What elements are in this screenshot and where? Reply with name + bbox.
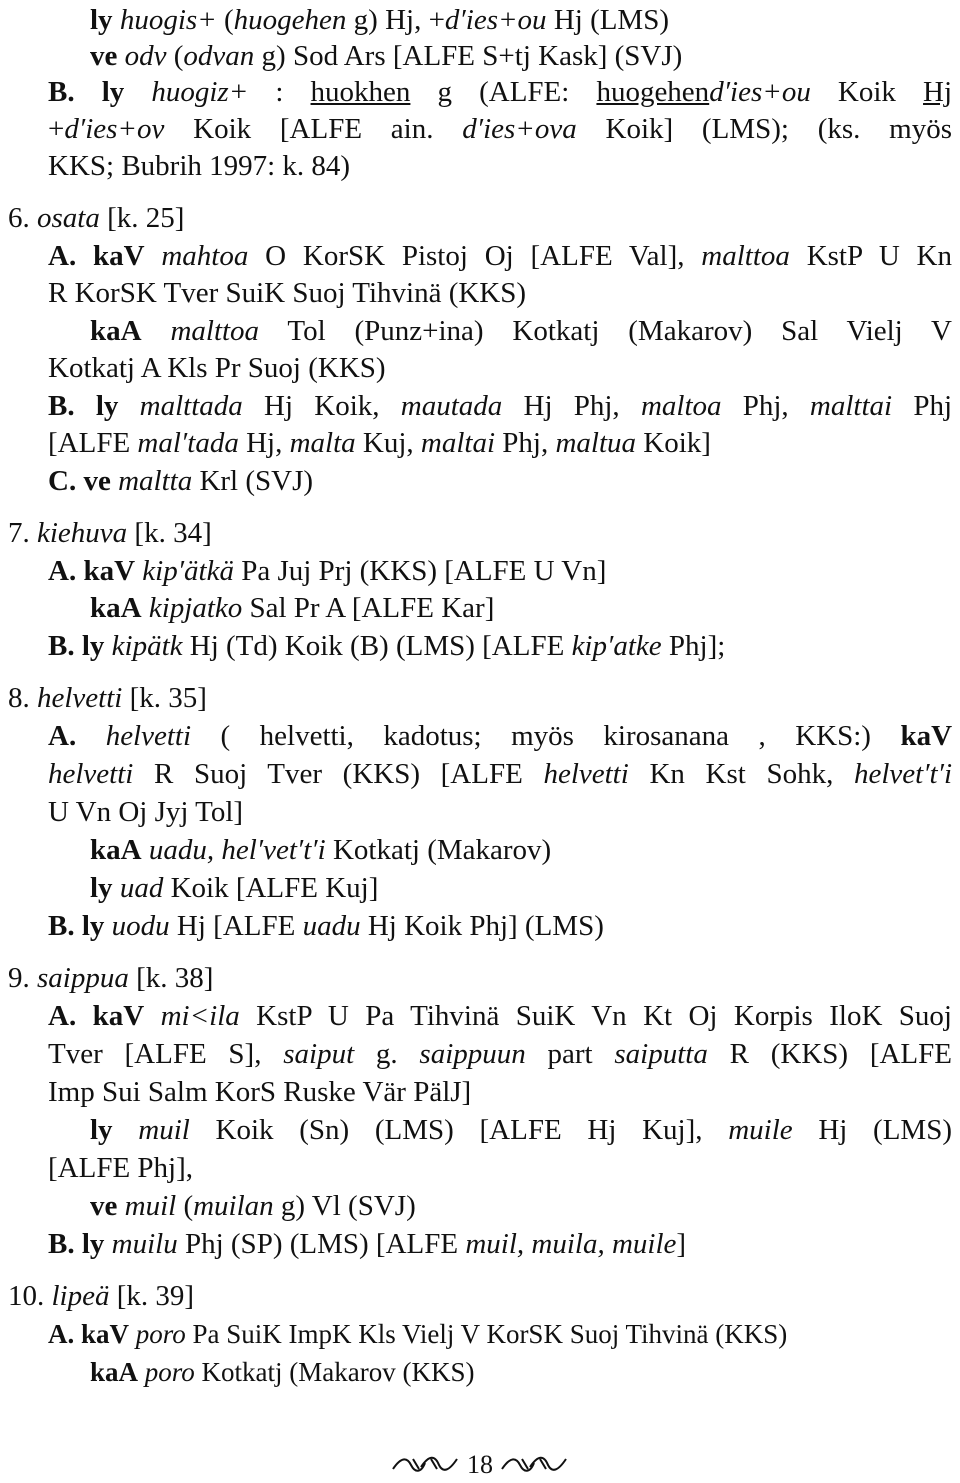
text-line [48, 111, 952, 147]
label-abbrev: B. ly [48, 390, 119, 422]
text-run: part [525, 1038, 615, 1070]
word-form: saiputta [614, 1038, 708, 1070]
label-abbrev: A. kaV [48, 1319, 130, 1349]
text-run: 8. [8, 682, 37, 714]
word-form: helvetti [37, 682, 123, 714]
word-form: lipeä [51, 1280, 110, 1312]
text-run [117, 40, 124, 72]
text-run: [k. 35] [122, 682, 207, 714]
text-run [142, 315, 171, 347]
text-line [90, 590, 952, 626]
text-run: [k. 38] [128, 962, 214, 994]
text-run [144, 1000, 160, 1032]
text-run [113, 4, 120, 36]
text-run: ( helvetti, kadotus; myös kirosanana , KKS:) [191, 720, 901, 752]
label-abbrev: ly [90, 4, 113, 36]
label-abbrev: ve [90, 1190, 118, 1222]
word-form: uadu, hel′vet′t′i [148, 834, 326, 866]
text-run: ( [216, 4, 234, 36]
word-form: mahtoa [161, 240, 249, 272]
word-form: odvan [183, 40, 255, 72]
text-run [117, 1190, 124, 1222]
text-run: : [248, 76, 311, 108]
text-run: Koik [ALFE Kuj] [163, 872, 379, 904]
text-run: Pa Juj Prj (KKS) [ALFE U Vn] [233, 555, 607, 587]
text-run: g. [354, 1038, 420, 1070]
right-ornament-icon [500, 1452, 570, 1482]
text-run [118, 390, 139, 422]
text-run: Imp Sui Salm KorS Ruske Vär PälJ] [48, 1076, 472, 1108]
label-abbrev: A. kaV [48, 1000, 145, 1032]
text-line [48, 553, 952, 589]
text-line [48, 794, 952, 830]
word-form: malttoa [170, 315, 260, 347]
word-form: helvetti [543, 758, 629, 790]
text-line [48, 275, 952, 311]
entry-heading [8, 1278, 952, 1314]
label-abbrev: B. ly [48, 76, 125, 108]
word-form: muilan [193, 1190, 274, 1222]
word-form: muile [728, 1114, 793, 1146]
text-run: Koik [810, 76, 924, 108]
text-run: Koik] (LMS); (ks. myös [576, 113, 952, 145]
text-run [142, 592, 149, 624]
text-run: Kotkatj (Makarov (KKS) [194, 1357, 475, 1387]
text-line [48, 756, 952, 792]
text-run: Kn Kst Sohk, [628, 758, 854, 790]
text-run: Hj (LMS) [546, 4, 670, 36]
word-form: mautada [400, 390, 503, 422]
text-run [138, 1357, 145, 1387]
text-run: Phj, [721, 390, 810, 422]
label-abbrev: kaA [90, 1357, 139, 1387]
label-abbrev: kaA [90, 315, 142, 347]
text-run: [k. 25] [99, 202, 185, 234]
label-abbrev: kaA [90, 834, 142, 866]
label-abbrev: ly [90, 1114, 113, 1146]
word-form: maltoa [640, 390, 722, 422]
label-abbrev: ly [90, 872, 113, 904]
text-line [48, 1226, 952, 1262]
text-run: R (KKS) [ALFE [707, 1038, 952, 1070]
word-form: huogiz+ [151, 76, 249, 108]
word-form: kipätk [111, 630, 183, 662]
word-form: kip′ätkä [142, 555, 234, 587]
text-line [90, 1112, 952, 1148]
word-form: odv [124, 40, 167, 72]
label-abbrev: A. kaV [48, 555, 136, 587]
text-line [48, 350, 952, 386]
text-line [90, 1188, 952, 1224]
text-run: 10. [8, 1280, 52, 1312]
word-form: kip′atke [571, 630, 662, 662]
word-form: uadu [302, 910, 361, 942]
text-run: huokhen [310, 76, 411, 108]
entry-heading [8, 200, 952, 236]
label-abbrev: kaA [90, 592, 142, 624]
text-run: Hj (LMS) [792, 1114, 952, 1146]
text-run: 6. [8, 202, 37, 234]
word-form: saippua [37, 962, 129, 994]
word-form: kiehuva [37, 517, 128, 549]
text-line [90, 832, 952, 868]
word-form: helvetti [105, 720, 192, 752]
label-abbrev: C. ve [48, 465, 111, 497]
text-line [48, 1074, 952, 1110]
text-run [76, 720, 105, 752]
text-run [104, 1228, 111, 1260]
text-line [48, 908, 952, 944]
text-run [145, 240, 162, 272]
word-form: huogis+ [119, 4, 217, 36]
word-form: maltua [555, 427, 637, 459]
text-run: KstP U Pa Tihvinä SuiK Vn Kt Oj Korpis IloK Suoj [239, 1000, 952, 1032]
text-line [48, 1036, 952, 1072]
word-form: kipjatko [148, 592, 243, 624]
word-form: uodu [111, 910, 170, 942]
word-form: muil [124, 1190, 177, 1222]
text-run: [ALFE Phj], [48, 1152, 193, 1184]
text-run: Hj [ALFE [169, 910, 303, 942]
entry-heading [8, 960, 952, 996]
text-line [48, 463, 952, 499]
text-run: Phj, [495, 427, 556, 459]
text-run: g (ALFE: [410, 76, 597, 108]
text-run: [k. 39] [109, 1280, 195, 1312]
text-run: g) Hj, + [346, 4, 445, 36]
text-line [48, 1150, 952, 1186]
word-form: d′ies+ou [444, 4, 547, 36]
text-line [48, 74, 952, 110]
text-line [48, 1316, 952, 1352]
text-line [90, 313, 952, 349]
text-run: KstP U Kn [789, 240, 952, 272]
text-line [48, 238, 952, 274]
text-run: Phj]; [661, 630, 726, 662]
label-abbrev: B. ly [48, 910, 105, 942]
text-line [48, 388, 952, 424]
word-form: uad [119, 872, 164, 904]
text-run: Tol (Punz+ina) Kotkatj (Makarov) Sal Vielj V [259, 315, 952, 347]
text-line [90, 1354, 952, 1390]
text-run: Hj Koik Phj] (LMS) [360, 910, 604, 942]
text-run [104, 630, 111, 662]
text-run: [k. 34] [127, 517, 212, 549]
entry-heading [8, 680, 952, 716]
text-run: Hj [923, 76, 953, 108]
text-run [113, 872, 120, 904]
text-run: 7. [8, 517, 37, 549]
word-form: maltai [420, 427, 496, 459]
text-run: Hj Koik, [242, 390, 401, 422]
text-run: ( [176, 1190, 194, 1222]
word-form: helvetti [48, 758, 134, 790]
word-form: d′ies+ou [709, 76, 811, 108]
text-line [48, 148, 952, 184]
word-form: poro [135, 1319, 186, 1349]
text-run: [ALFE [48, 427, 138, 459]
text-line [48, 998, 952, 1034]
text-run [129, 1319, 136, 1349]
word-form: muilu [111, 1228, 178, 1260]
text-run: ( [166, 40, 184, 72]
word-form: malttada [139, 390, 243, 422]
text-run: ] [676, 1228, 687, 1260]
text-run: Koik (Sn) (LMS) [ALFE Hj Kuj], [189, 1114, 729, 1146]
text-run: g) Sod Ars [ALFE S+tj Kask] (SVJ) [254, 40, 683, 72]
label-abbrev: B. ly [48, 630, 105, 662]
text-run: 9. [8, 962, 37, 994]
text-run: R Suoj Tver (KKS) [ALFE [133, 758, 544, 790]
text-run: Phj (SP) (LMS) [ALFE [177, 1228, 466, 1260]
text-run: Koik [ALFE ain. [164, 113, 463, 145]
text-line [90, 2, 952, 38]
word-form: malttai [809, 390, 893, 422]
text-run: Sal Pr A [ALFE Kar] [242, 592, 495, 624]
text-run: R KorSK Tver SuiK Suoj Tihvinä (KKS) [48, 277, 527, 309]
text-run: Krl (SVJ) [192, 465, 314, 497]
word-form: maltta [118, 465, 193, 497]
text-run [142, 834, 149, 866]
word-form: saiput [283, 1038, 355, 1070]
text-run: huogehen [596, 76, 710, 108]
word-form: malttoa [701, 240, 790, 272]
word-form: muil, muila, muile [465, 1228, 677, 1260]
text-run: Hj (Td) Koik (B) (LMS) [ALFE [182, 630, 572, 662]
text-run: Kotkatj A Kls Pr Suoj (KKS) [48, 352, 386, 384]
word-form: mal′tada [137, 427, 239, 459]
word-form: poro [144, 1357, 195, 1387]
word-form: d′ies+ova [462, 113, 577, 145]
text-line [90, 870, 952, 906]
word-form: helvet′t′i [853, 758, 953, 790]
text-run: Pa SuiK ImpK Kls Vielj V KorSK Suoj Tihvinä (KKS) [185, 1319, 788, 1349]
text-run: + [48, 113, 65, 145]
text-line [48, 718, 952, 754]
text-line [90, 38, 952, 74]
page-number: 18 [467, 1450, 493, 1479]
text-run: O KorSK Pistoj Oj [ALFE Val], [248, 240, 702, 272]
label-abbrev: kaV [900, 720, 953, 752]
entry-heading [8, 515, 952, 551]
text-line [48, 425, 952, 461]
word-form: malta [289, 427, 356, 459]
word-form: d′ies+ov [64, 113, 165, 145]
label-abbrev: ve [90, 40, 118, 72]
word-form: saippuun [419, 1038, 526, 1070]
text-run: Tver [ALFE S], [48, 1038, 284, 1070]
text-run: g) Vl (SVJ) [273, 1190, 416, 1222]
label-abbrev: A. [48, 720, 77, 752]
text-run: Hj Phj, [502, 390, 641, 422]
text-line [48, 628, 952, 664]
text-run [124, 76, 151, 108]
text-run: U Vn Oj Jyj Tol] [48, 796, 244, 828]
label-abbrev: B. ly [48, 1228, 105, 1260]
page-footer [0, 1450, 960, 1482]
text-run: Kotkatj (Makarov) [325, 834, 552, 866]
label-abbrev: A. kaV [48, 240, 145, 272]
text-run: Phj [892, 390, 953, 422]
word-form: osata [37, 202, 100, 234]
word-form: huogehen [233, 4, 347, 36]
word-form: muil [138, 1114, 190, 1146]
text-run: Hj, [238, 427, 290, 459]
text-run: Kuj, [355, 427, 421, 459]
text-run: KKS; Bubrih 1997: k. 84) [48, 150, 351, 182]
text-run [104, 910, 111, 942]
text-run: Koik] [636, 427, 711, 459]
word-form: mi<ila [160, 1000, 240, 1032]
text-run [113, 1114, 139, 1146]
left-ornament-icon [391, 1452, 461, 1482]
text-run [111, 465, 118, 497]
